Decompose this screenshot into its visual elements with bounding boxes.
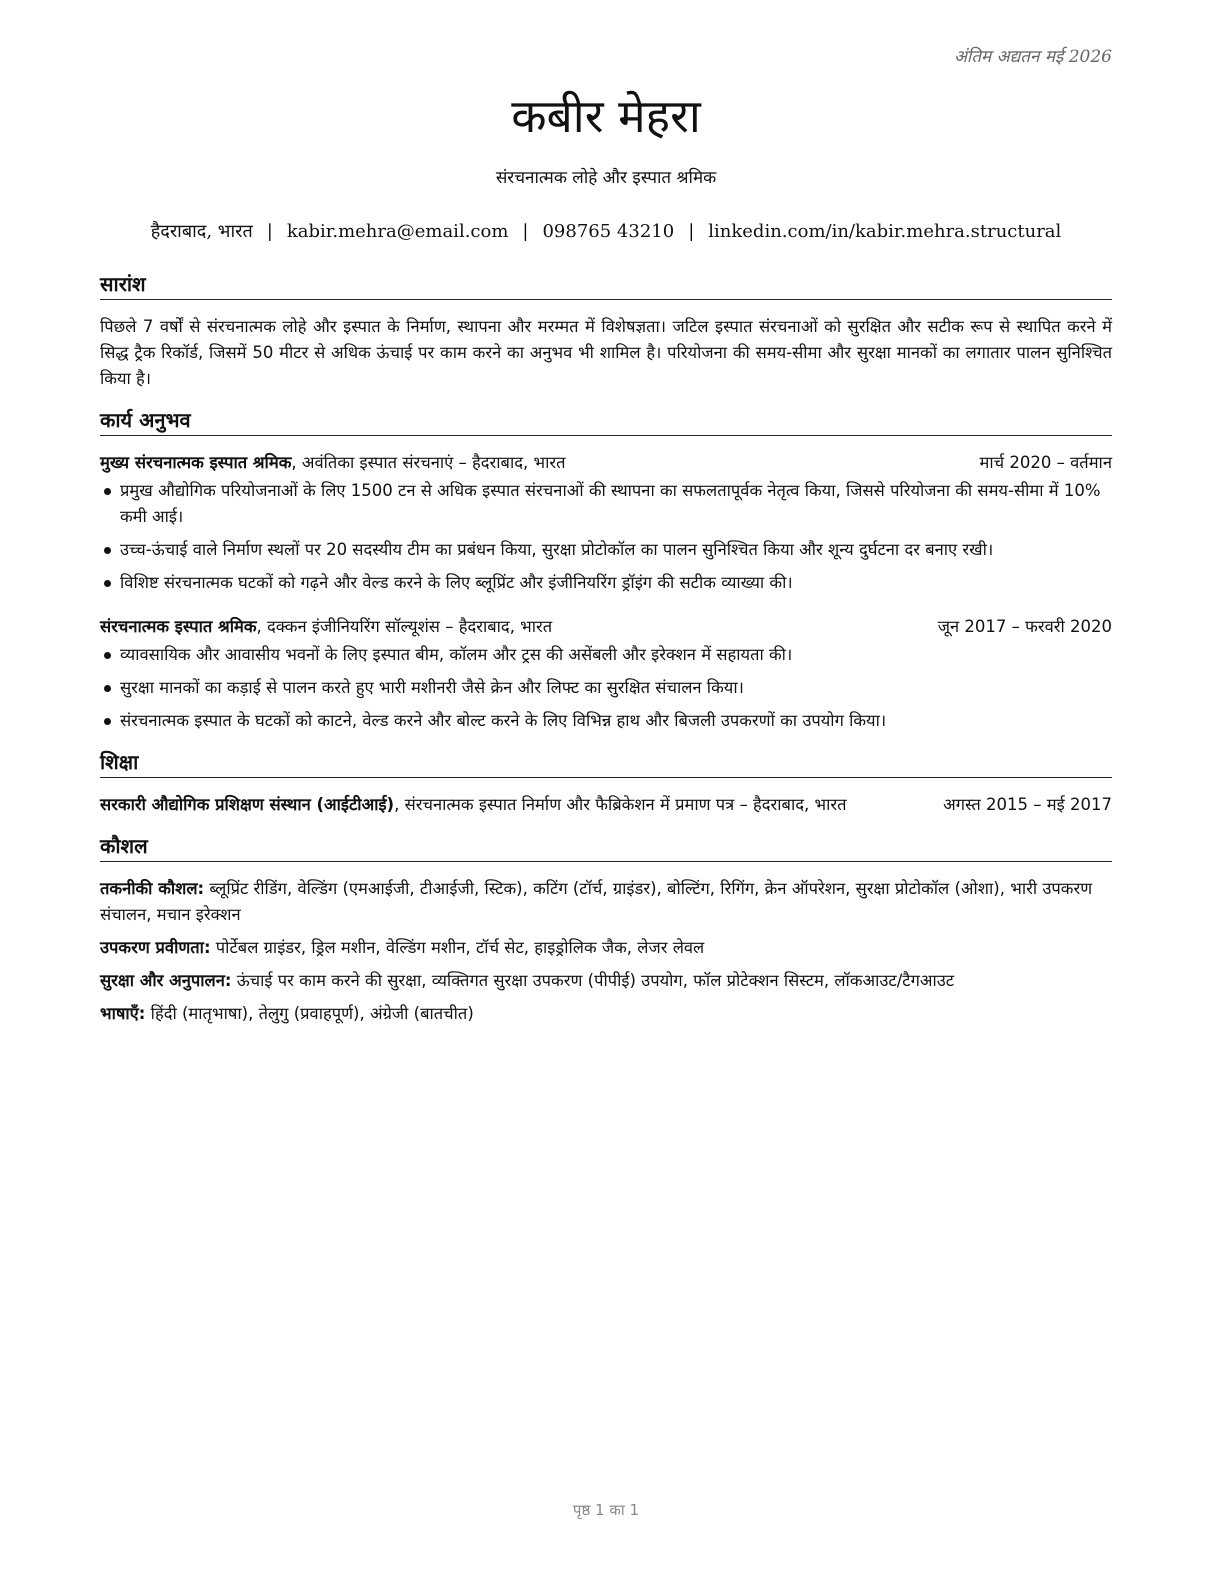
- summary-heading: सारांश: [100, 270, 1112, 300]
- education-detail: , संरचनात्मक इस्पात निर्माण और फैब्रिकेशन में प्रमाण पत्र – हैदराबाद, भारत: [394, 795, 847, 814]
- education-entry: [100, 792, 1112, 818]
- skill-label: सुरक्षा और अनुपालन:: [100, 971, 232, 990]
- candidate-name: कबीर मेहरा: [511, 89, 701, 143]
- skill-line-technical: [100, 876, 1112, 928]
- skill-label: भाषाएँ:: [100, 1004, 146, 1023]
- job-bullets: [100, 642, 1112, 734]
- candidate-title: संरचनात्मक लोहे और इस्पात श्रमिक: [495, 168, 717, 188]
- contact-email[interactable]: kabir.mehra@email.com: [286, 221, 509, 242]
- job-entry: [100, 450, 1112, 596]
- skill-line-safety: [100, 968, 1112, 994]
- contact-line: [100, 219, 1112, 245]
- contact-location: हैदराबाद, भारत: [150, 221, 253, 242]
- contact-phone: 098765 43210: [542, 221, 675, 242]
- contact-separator: |: [688, 221, 695, 242]
- education-dates: अगस्त 2015 – मई 2017: [943, 795, 1112, 814]
- experience-heading: कार्य अनुभव: [100, 406, 1112, 436]
- skill-line-languages: [100, 1001, 1112, 1027]
- skill-value: ब्लूप्रिंट रीडिंग, वेल्डिंग (एमआईजी, टीआईजी, स्टिक), कटिंग (टॉर्च, ग्राइंडर), बोल्टिंग, रिगिंग, क्रेन ऑपरेशन, सुरक्षा प्रोटोकॉल (ओशा), भारी उपकरण संचालन, मचान इरेक्शन: [100, 879, 1093, 924]
- resume-page: [100, 0, 1112, 1584]
- skills-heading: कौशल: [100, 832, 1112, 862]
- job-header: [100, 614, 1112, 640]
- experience-section: [100, 406, 1112, 734]
- skill-label: तकनीकी कौशल:: [100, 879, 205, 898]
- last-updated-note: अंतिम अद्यतन मई 2026: [953, 47, 1112, 67]
- job-header: [100, 450, 1112, 476]
- contact-separator: |: [266, 221, 273, 242]
- summary-section: [100, 270, 1112, 392]
- contact-separator: |: [522, 221, 529, 242]
- bullet-item: सुरक्षा मानकों का कड़ाई से पालन करते हुए भारी मशीनरी जैसे क्रेन और लिफ्ट का सुरक्षित संचालन किया।: [100, 675, 1112, 701]
- job-role: संरचनात्मक इस्पात श्रमिक: [100, 617, 257, 636]
- job-organization: , दक्कन इंजीनियरिंग सॉल्यूशंस – हैदराबाद, भारत: [256, 617, 553, 636]
- resume-content: [100, 270, 1112, 1041]
- bullet-item: उच्च-ऊंचाई वाले निर्माण स्थलों पर 20 सदस्यीय टीम का प्रबंधन किया, सुरक्षा प्रोटोकॉल का पालन सुनिश्चित किया और शून्य दुर्घटना दर बनाए रखी।: [100, 537, 1112, 563]
- skills-section: [100, 832, 1112, 1027]
- contact-linkedin[interactable]: linkedin.com/in/kabir.mehra.structural: [708, 221, 1062, 242]
- education-institution: सरकारी औद्योगिक प्रशिक्षण संस्थान (आईटीआई): [100, 795, 395, 814]
- job-bullets: [100, 478, 1112, 596]
- bullet-item: संरचनात्मक इस्पात के घटकों को काटने, वेल्ड करने और बोल्ट करने के लिए विभिन्न हाथ और बिजली उपकरणों का उपयोग किया।: [100, 708, 1112, 734]
- bullet-item: व्यावसायिक और आवासीय भवनों के लिए इस्पात बीम, कॉलम और ट्रस की असेंबली और इरेक्शन में सहायता की।: [100, 642, 1112, 668]
- job-entry: [100, 614, 1112, 734]
- skill-line-tools: [100, 935, 1112, 961]
- skill-label: उपकरण प्रवीणता:: [100, 938, 211, 957]
- skill-value: ऊंचाई पर काम करने की सुरक्षा, व्यक्तिगत सुरक्षा उपकरण (पीपीई) उपयोग, फॉल प्रोटेक्शन सिस्टम, लॉकआउट/टैगआउट: [231, 971, 955, 990]
- bullet-item: विशिष्ट संरचनात्मक घटकों को गढ़ने और वेल्ड करने के लिए ब्लूप्रिंट और इंजीनियरिंग ड्रॉइंग की सटीक व्याख्या की।: [100, 570, 1112, 596]
- job-organization: , अवंतिका इस्पात संरचनाएं – हैदराबाद, भारत: [291, 453, 566, 472]
- job-dates: मार्च 2020 – वर्तमान: [979, 453, 1112, 472]
- skill-value: हिंदी (मातृभाषा), तेलुगु (प्रवाहपूर्ण), अंग्रेजी (बातचीत): [145, 1004, 474, 1023]
- job-role: मुख्य संरचनात्मक इस्पात श्रमिक: [100, 453, 292, 472]
- page-number: पृष्ठ 1 का 1: [572, 1501, 640, 1519]
- bullet-item: प्रमुख औद्योगिक परियोजनाओं के लिए 1500 टन से अधिक इस्पात संरचनाओं की स्थापना का सफलतापूर्वक नेतृत्व किया, जिससे परियोजना की समय-सीमा में 10% कमी आई।: [100, 478, 1112, 530]
- job-dates: जून 2017 – फरवरी 2020: [937, 617, 1112, 636]
- summary-text: पिछले 7 वर्षों से संरचनात्मक लोहे और इस्पात के निर्माण, स्थापना और मरम्मत में विशेषज्ञता। जटिल इस्पात संरचनाओं को सुरक्षित और सटीक रूप से स्थापित करने में सिद्ध ट्रैक रिकॉर्ड, जिसमें 50 मीटर से अधिक ऊंचाई पर काम करने का अनुभव भी शामिल है। परियोजना की समय-सीमा और सुरक्षा मानकों का लगातार पालन सुनिश्चित किया है।: [100, 317, 1112, 388]
- education-heading: शिक्षा: [100, 748, 1112, 778]
- education-section: [100, 748, 1112, 818]
- skill-value: पोर्टेबल ग्राइंडर, ड्रिल मशीन, वेल्डिंग मशीन, टॉर्च सेट, हाइड्रोलिक जैक, लेजर लेवल: [210, 938, 705, 957]
